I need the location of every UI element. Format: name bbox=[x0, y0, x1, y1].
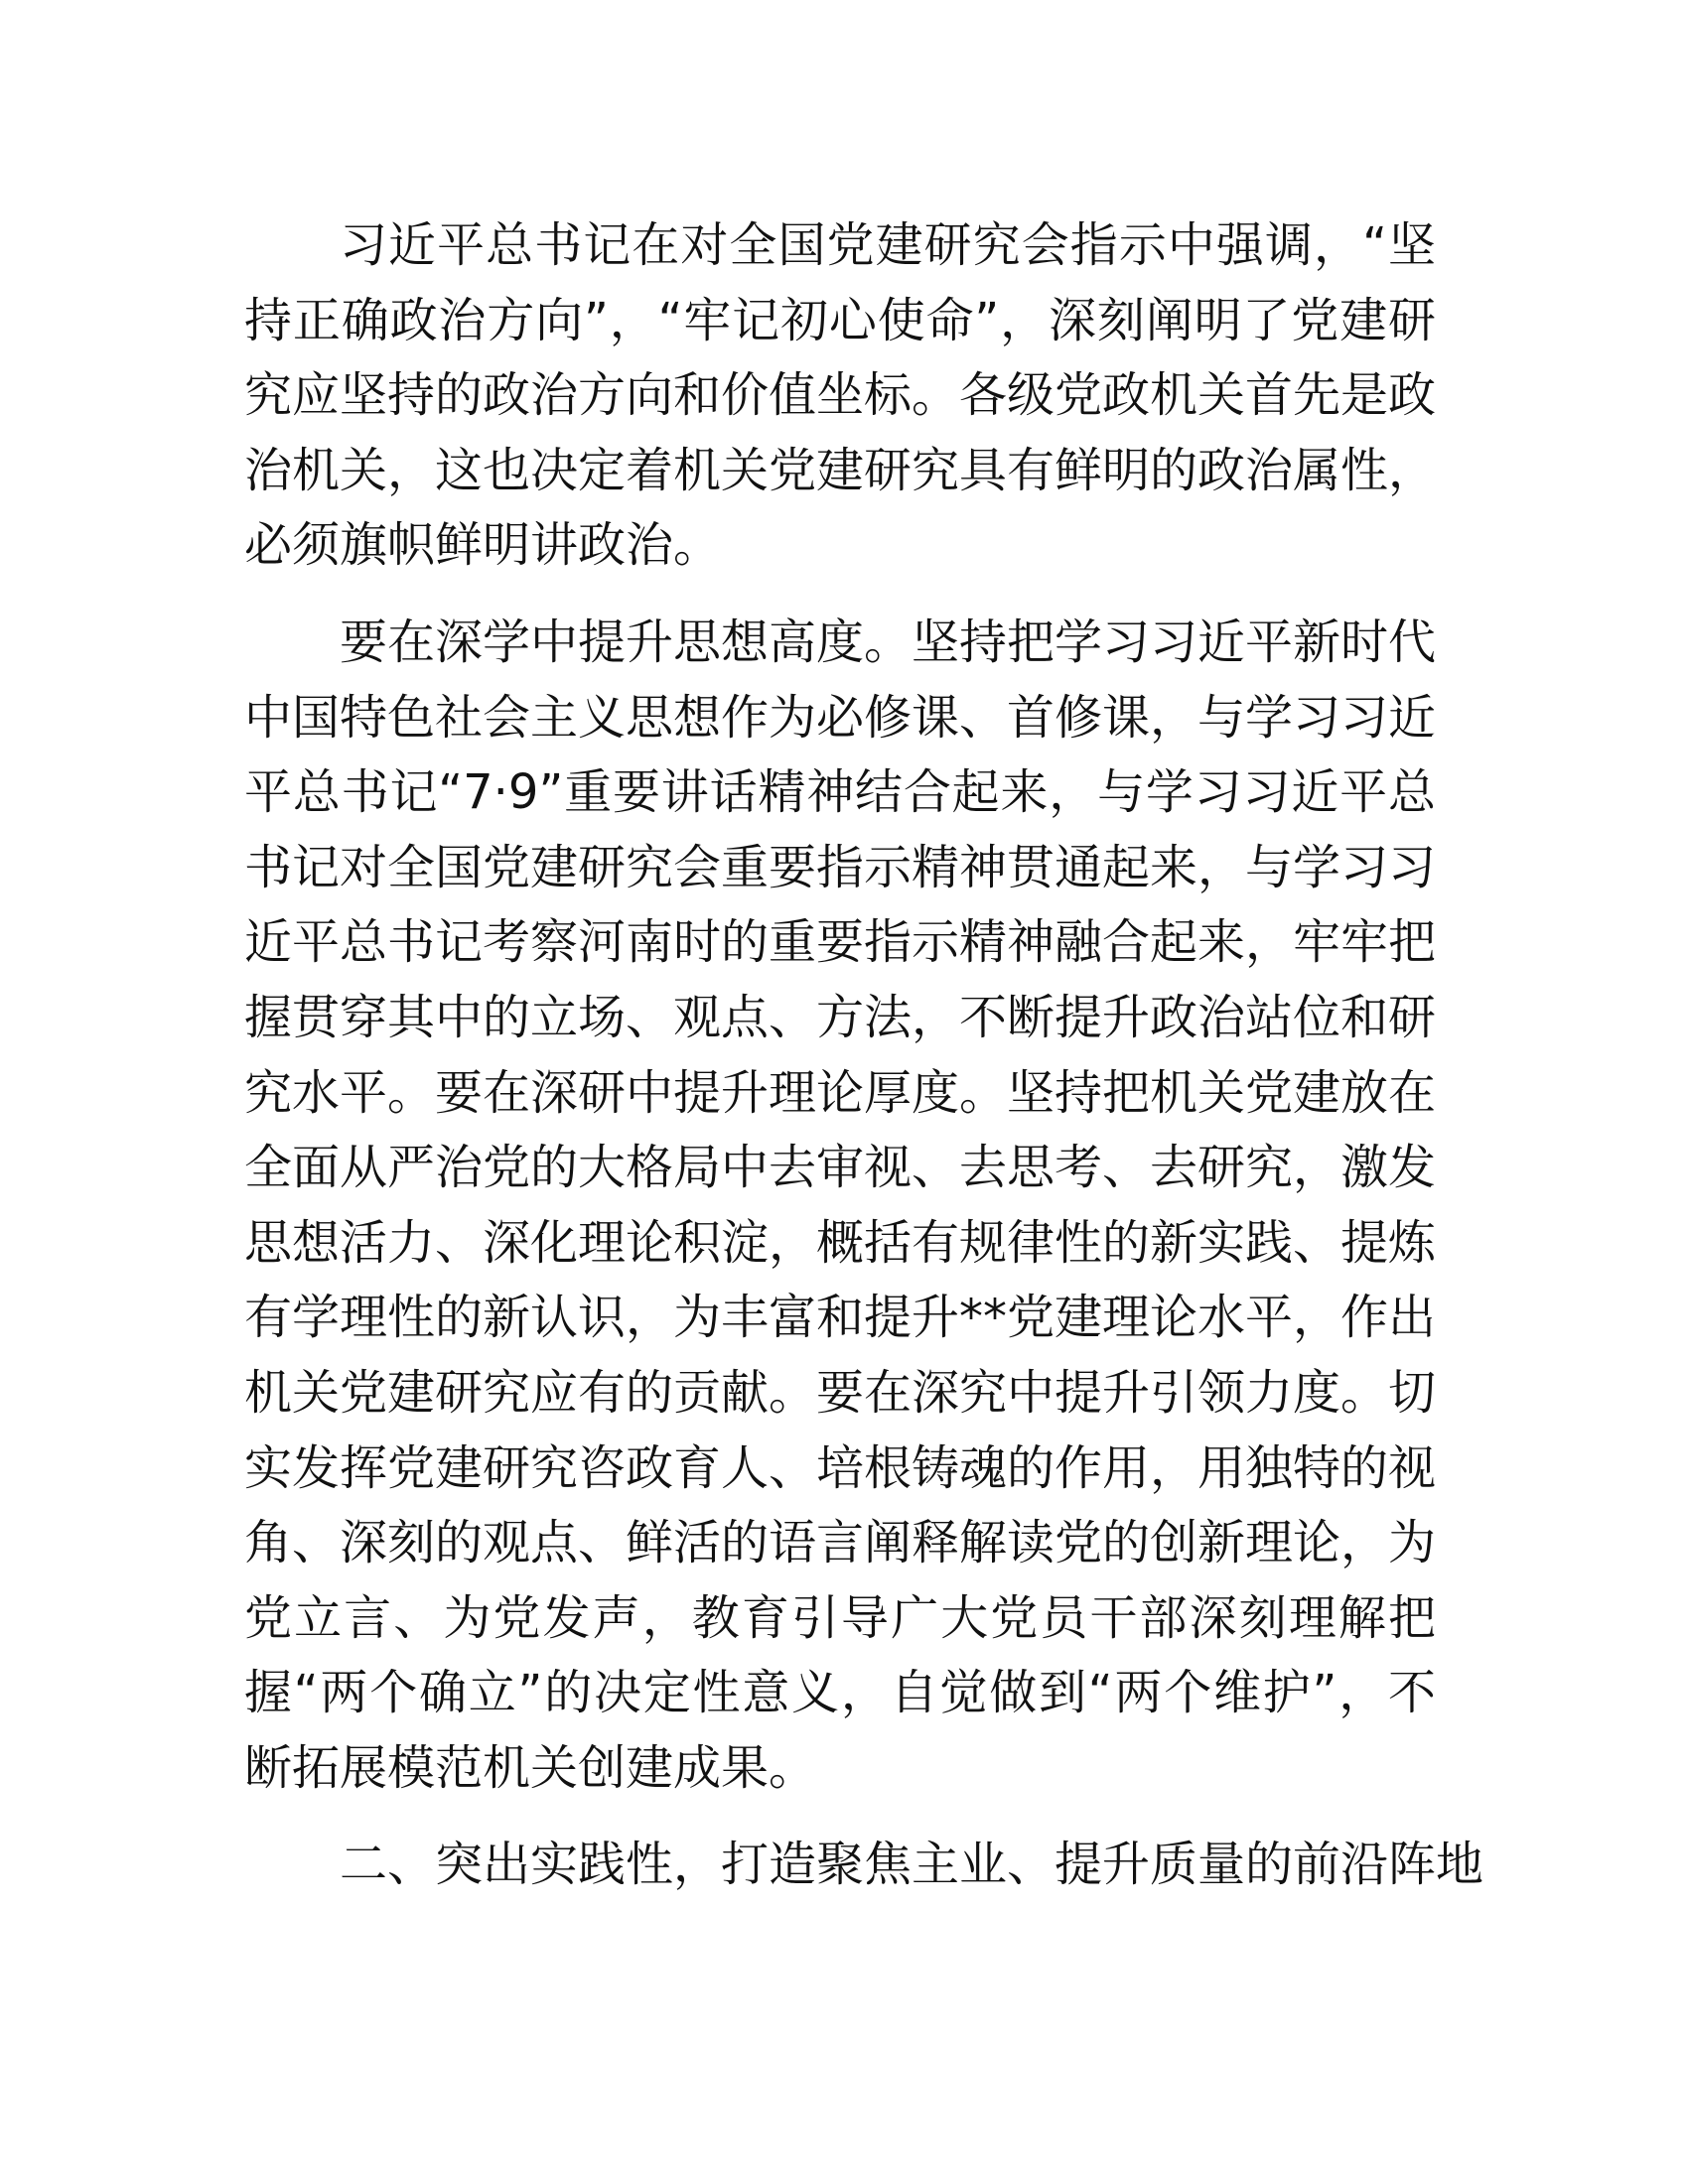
paragraph-political-direction: 习近平总书记在对全国党建研究会指示中强调，“坚持正确政治方向”，“牢记初心使命”，深刻阐明了党建研究应坚持的政治方向和价值坐标。各级党政机关首先是政治机关，这也决定着机关党建研究具有鲜明的政治属性，必须旗帜鲜明讲政治。 bbox=[244, 217, 1437, 574]
document-body bbox=[244, 208, 1484, 1903]
paragraph-deep-study: 要在深学中提升思想高度。坚持把学习习近平新时代中国特色社会主义思想作为必修课、首修课，与学习习近平总书记“7·9”重要讲话精神结合起来，与学习习近平总书记对全国党建研究会重要指示精神贯通起来，与学习习近平总书记考察河南时的重要指示精神融合起来，牢牢把握贯穿其中的立场、观点、方法，不断提升政治站位和研究水平。要在深研中提升理论厚度。坚持把机关党建放在全面从严治党的大格局中去审视、去思考、去研究，激发思想活力、深化理论积淀，概括有规律性的新实践、提炼有学理性的新认识，为丰富和提升**党建理论水平，作出机关党建研究应有的贡献。要在深究中提升引领力度。切实发挥党建研究咨政育人、培根铸魂的作用，用独特的视角、深刻的观点、鲜活的语言阐释解读党的创新理论，为党立言、为党发声，教育引导广大党员干部深刻理解把握“两个确立”的决定性意义，自觉做到“两个维护”，不断拓展模范机关创建成果。 bbox=[244, 614, 1437, 1796]
section-heading: 二、突出实践性，打造聚焦主业、提升质量的前沿阵地 bbox=[340, 1837, 1484, 1893]
